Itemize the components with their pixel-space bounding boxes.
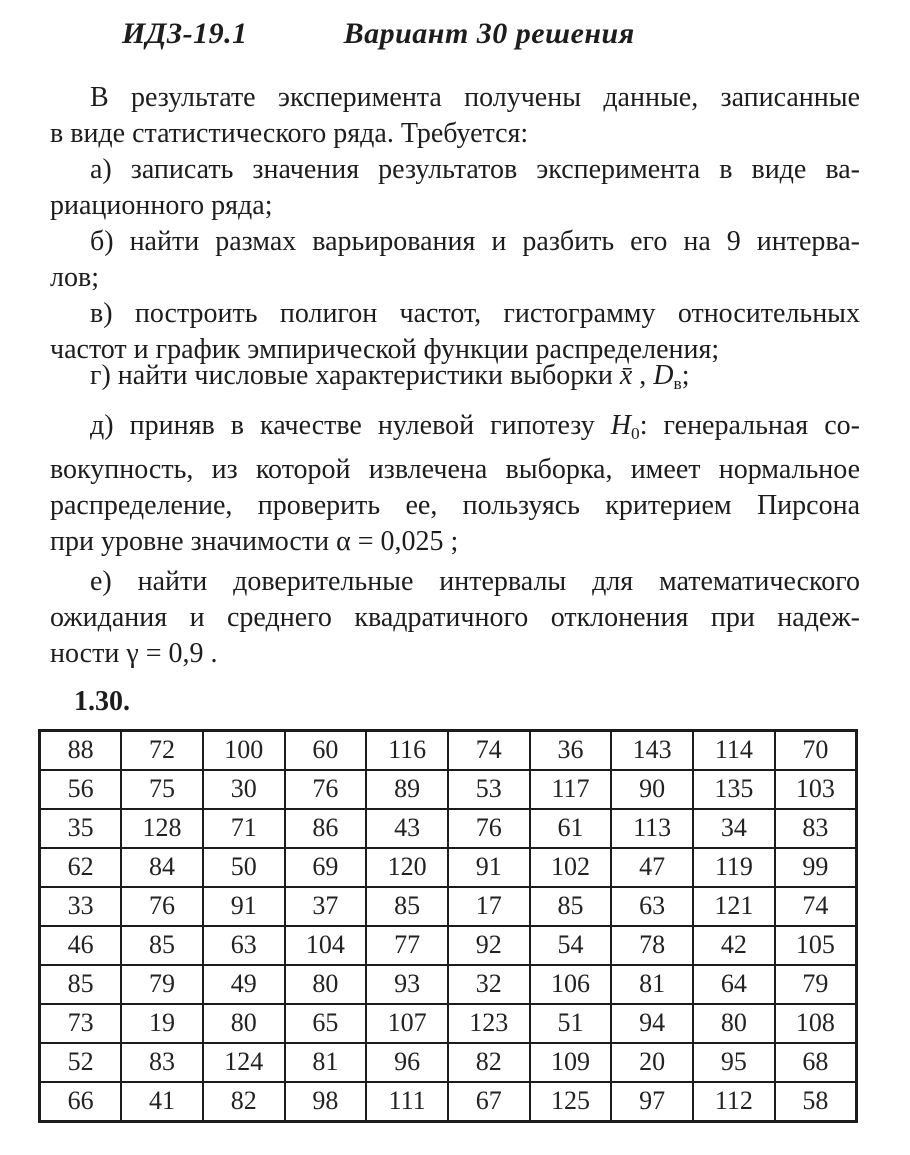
table-cell: 124: [203, 1043, 285, 1082]
table-cell: 51: [530, 1004, 612, 1043]
table-cell: 82: [203, 1082, 285, 1122]
table-cell: 35: [40, 809, 122, 848]
table-cell: 76: [448, 809, 530, 848]
table-cell: 65: [285, 1004, 367, 1043]
table-cell: 52: [40, 1043, 122, 1082]
item-e-line-1: е) найти доверительные интервалы для математического: [90, 565, 860, 597]
table-cell: 73: [40, 1004, 122, 1043]
table-cell: 105: [775, 926, 857, 965]
problem-statement: [50, 80, 860, 1123]
table-cell: 100: [203, 730, 285, 770]
table-cell: 69: [285, 848, 367, 887]
table-cell: 58: [775, 1082, 857, 1122]
table-cell: 83: [121, 1043, 203, 1082]
item-d-text-1: д) приняв в качестве нулевой гипотезу: [90, 409, 611, 441]
table-cell: 121: [693, 887, 775, 926]
table-cell: 112: [693, 1082, 775, 1122]
table-cell: 46: [40, 926, 122, 965]
table-cell: 89: [366, 770, 448, 809]
table-cell: 19: [121, 1004, 203, 1043]
table-cell: 80: [285, 965, 367, 1004]
table-cell: 86: [285, 809, 367, 848]
table-cell: 85: [530, 887, 612, 926]
item-v-line-2: частот и график эмпирической функции распределения;: [50, 334, 720, 365]
table-cell: 20: [611, 1043, 693, 1082]
table-cell: 93: [366, 965, 448, 1004]
table-cell: 143: [611, 730, 693, 770]
table-cell: 125: [530, 1082, 612, 1122]
table-cell: 84: [121, 848, 203, 887]
item-e-text: ности: [50, 637, 127, 669]
table-cell: 98: [285, 1082, 367, 1122]
table-cell: 47: [611, 848, 693, 887]
table-cell: 95: [693, 1043, 775, 1082]
table-cell: 82: [448, 1043, 530, 1082]
item-d-line-3: распределение, проверить ее, пользуясь критерием Пирсона: [50, 489, 860, 521]
table-row: [40, 1082, 857, 1122]
item-d-text-3: при уровне значимости: [50, 525, 337, 557]
item-d-line-1: [50, 408, 860, 452]
table-row: [40, 809, 857, 848]
item-g-line: [50, 358, 860, 402]
item-e-line-3: [50, 636, 860, 672]
table-cell: 32: [448, 965, 530, 1004]
table-cell: 81: [611, 965, 693, 1004]
table-row: [40, 1043, 857, 1082]
table-cell: 91: [203, 887, 285, 926]
table-cell: 80: [693, 1004, 775, 1043]
item-a-line-2: риационного ряда;: [50, 190, 273, 221]
table-row: [40, 965, 857, 1004]
table-cell: 85: [121, 926, 203, 965]
table-cell: 81: [285, 1043, 367, 1082]
table-cell: 97: [611, 1082, 693, 1122]
sample-number-label: 1.30.: [74, 685, 130, 717]
table-cell: 74: [448, 730, 530, 770]
table-cell: 54: [530, 926, 612, 965]
xbar-symbol: x̄: [619, 360, 633, 391]
table-cell: 99: [775, 848, 857, 887]
item-d-line-2: вокупность, из которой извлечена выборка, имеет нормальное: [50, 453, 860, 485]
table-cell: 75: [121, 770, 203, 809]
gamma-symbol: γ: [126, 637, 139, 669]
table-cell: 106: [530, 965, 612, 1004]
table-cell: 78: [611, 926, 693, 965]
table-row: [40, 848, 857, 887]
table-cell: 85: [40, 965, 122, 1004]
table-cell: 116: [366, 730, 448, 770]
table-cell: 68: [775, 1043, 857, 1082]
table-cell: 119: [693, 848, 775, 887]
item-b-line-2: лов;: [50, 262, 99, 293]
item-d-line-4: [50, 524, 860, 560]
table-cell: 70: [775, 730, 857, 770]
table-row: [40, 887, 857, 926]
alpha-value: = 0,025 ;: [350, 525, 459, 557]
table-cell: 74: [775, 887, 857, 926]
table-cell: 107: [366, 1004, 448, 1043]
table-cell: 90: [611, 770, 693, 809]
dispersion-subscript: в: [673, 373, 682, 393]
intro-line-2: в виде статистического ряда. Требуется:: [50, 118, 529, 149]
assignment-id: ИДЗ-19.1: [122, 17, 248, 50]
table-cell: 80: [203, 1004, 285, 1043]
table-cell: 77: [366, 926, 448, 965]
table-cell: 60: [285, 730, 367, 770]
table-cell: 33: [40, 887, 122, 926]
item-g-end: ;: [681, 360, 690, 391]
item-g-text: г) найти числовые характеристики выборки: [90, 360, 620, 391]
table-cell: 49: [203, 965, 285, 1004]
table-cell: 36: [530, 730, 612, 770]
table-cell: 42: [693, 926, 775, 965]
table-row: [40, 730, 857, 770]
table-cell: 109: [530, 1043, 612, 1082]
table-cell: 117: [530, 770, 612, 809]
table-row: [40, 770, 857, 809]
table-cell: 66: [40, 1082, 122, 1122]
table-cell: 85: [366, 887, 448, 926]
table-cell: 50: [203, 848, 285, 887]
table-cell: 56: [40, 770, 122, 809]
statistical-data-table: [38, 729, 858, 1123]
table-cell: 123: [448, 1004, 530, 1043]
gamma-value: = 0,9 .: [138, 637, 218, 669]
table-cell: 104: [285, 926, 367, 965]
table-cell: 92: [448, 926, 530, 965]
table-cell: 62: [40, 848, 122, 887]
dispersion-symbol: D: [653, 360, 674, 391]
item-a-line-1: а) записать значения результатов эксперимента в виде ва-: [90, 154, 860, 185]
item-e-line-2: ожидания и среднего квадратичного отклонения при надеж-: [50, 601, 860, 633]
page-title: [122, 16, 910, 52]
table-row: [40, 1004, 857, 1043]
table-cell: 43: [366, 809, 448, 848]
table-cell: 67: [448, 1082, 530, 1122]
table-cell: 94: [611, 1004, 693, 1043]
hypothesis-subscript: 0: [631, 423, 640, 443]
table-cell: 96: [366, 1043, 448, 1082]
hypothesis-symbol: H: [610, 409, 631, 441]
table-cell: 135: [693, 770, 775, 809]
table-cell: 79: [121, 965, 203, 1004]
table-cell: 83: [775, 809, 857, 848]
table-cell: 103: [775, 770, 857, 809]
table-cell: 102: [530, 848, 612, 887]
item-v-line-1: в) построить полигон частот, гистограмму относительных: [90, 298, 860, 329]
table-cell: 53: [448, 770, 530, 809]
table-cell: 17: [448, 887, 530, 926]
table-cell: 63: [203, 926, 285, 965]
table-row: [40, 926, 857, 965]
table-cell: 63: [611, 887, 693, 926]
table-cell: 34: [693, 809, 775, 848]
item-d-text-2: : генеральная со-: [639, 409, 860, 441]
table-cell: 79: [775, 965, 857, 1004]
table-cell: 37: [285, 887, 367, 926]
table-cell: 128: [121, 809, 203, 848]
table-cell: 91: [448, 848, 530, 887]
table-cell: 71: [203, 809, 285, 848]
table-cell: 111: [366, 1082, 448, 1122]
table-cell: 88: [40, 730, 122, 770]
table-cell: 30: [203, 770, 285, 809]
table-cell: 61: [530, 809, 612, 848]
intro-line-1: В результате эксперимента получены данные, записанные: [90, 82, 860, 113]
table-body: [40, 730, 857, 1121]
table-cell: 113: [611, 809, 693, 848]
item-b-line-1: б) найти размах варьирования и разбить его на 9 интерва-: [90, 226, 860, 257]
table-cell: 120: [366, 848, 448, 887]
table-cell: 76: [285, 770, 367, 809]
table-cell: 114: [693, 730, 775, 770]
table-cell: 76: [121, 887, 203, 926]
table-cell: 41: [121, 1082, 203, 1122]
variant-title: Вариант 30 решения: [343, 17, 635, 50]
alpha-symbol: α: [336, 525, 351, 557]
table-cell: 72: [121, 730, 203, 770]
table-cell: 108: [775, 1004, 857, 1043]
table-cell: 64: [693, 965, 775, 1004]
item-g-separator: ,: [632, 360, 654, 391]
